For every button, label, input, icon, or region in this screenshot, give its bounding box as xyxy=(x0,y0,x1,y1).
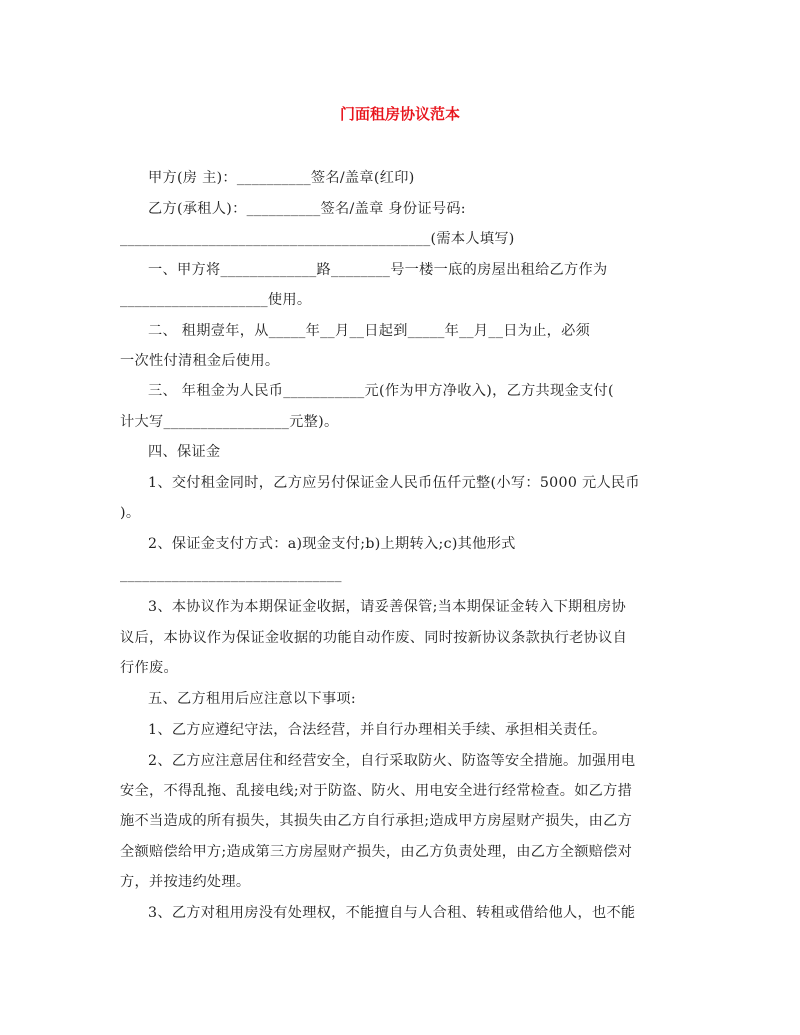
text-line: 二、 租期壹年，从_____年__月__日起到_____年__月__日为止，必须 xyxy=(148,323,591,339)
text-line: 乙方(承租人)：__________签名/盖章 身份证号码: xyxy=(148,201,466,217)
text-line: 三、 年租金为人民币___________元(作为甲方净收入)，乙方共现金支付( xyxy=(148,383,614,399)
document-title: 门面租房协议范本 xyxy=(339,105,460,123)
text-line: 四、保证金 xyxy=(148,444,221,460)
text-line: 五、乙方租用后应注意以下事项: xyxy=(148,691,356,707)
text-line: ____________________使用。 xyxy=(120,292,312,308)
text-line: __________________________________________(需本人填写) xyxy=(120,231,515,247)
text-line: 3、乙方对租用房没有处理权，不能擅自与人合租、转租或借给他人，也不能 xyxy=(148,905,636,921)
text-line: 行作废。 xyxy=(120,660,178,676)
text-line: 安全，不得乱拖、乱接电线;对于防盗、防火、用电安全进行经常检查。如乙方措 xyxy=(120,783,633,799)
text-line: 全额赔偿给甲方;造成第三方房屋财产损失，由乙方负责处理，由乙方全额赔偿对 xyxy=(120,844,633,860)
text-line: 一、甲方将_____________路________号一楼一底的房屋出租给乙方作为 xyxy=(148,262,608,278)
text-line: 1、交付租金同时，乙方应另付保证金人民币伍仟元整(小写：5000 元人民币 xyxy=(148,475,640,491)
text-line: 3、本协议作为本期保证金收据，请妥善保管;当本期保证金转入下期租房协 xyxy=(148,599,627,615)
text-line: 1、乙方应遵纪守法，合法经营，并自行办理相关手续、承担相关责任。 xyxy=(148,722,607,738)
text-line: 一次性付清租金后使用。 xyxy=(120,353,280,369)
text-line: ______________________________ xyxy=(120,567,342,583)
text-line: 2、保证金支付方式：a)现金支付;b)上期转入;c)其他形式 xyxy=(148,536,516,552)
text-line: 甲方(房 主)：__________签名/盖章(红印) xyxy=(148,170,415,186)
text-line: 施不当造成的所有损失，其损失由乙方自行承担;造成甲方房屋财产损失，由乙方 xyxy=(120,813,633,829)
text-line: 议后，本协议作为保证金收据的功能自动作废、同时按新协议条款执行老协议自 xyxy=(120,630,628,646)
text-line: 计大写_________________元整)。 xyxy=(120,414,339,430)
text-line: 2、乙方应注意居住和经营安全，自行采取防火、防盗等安全措施。加强用电 xyxy=(148,753,636,769)
text-line: 方，并按违约处理。 xyxy=(120,874,251,890)
text-line: )。 xyxy=(120,505,141,521)
